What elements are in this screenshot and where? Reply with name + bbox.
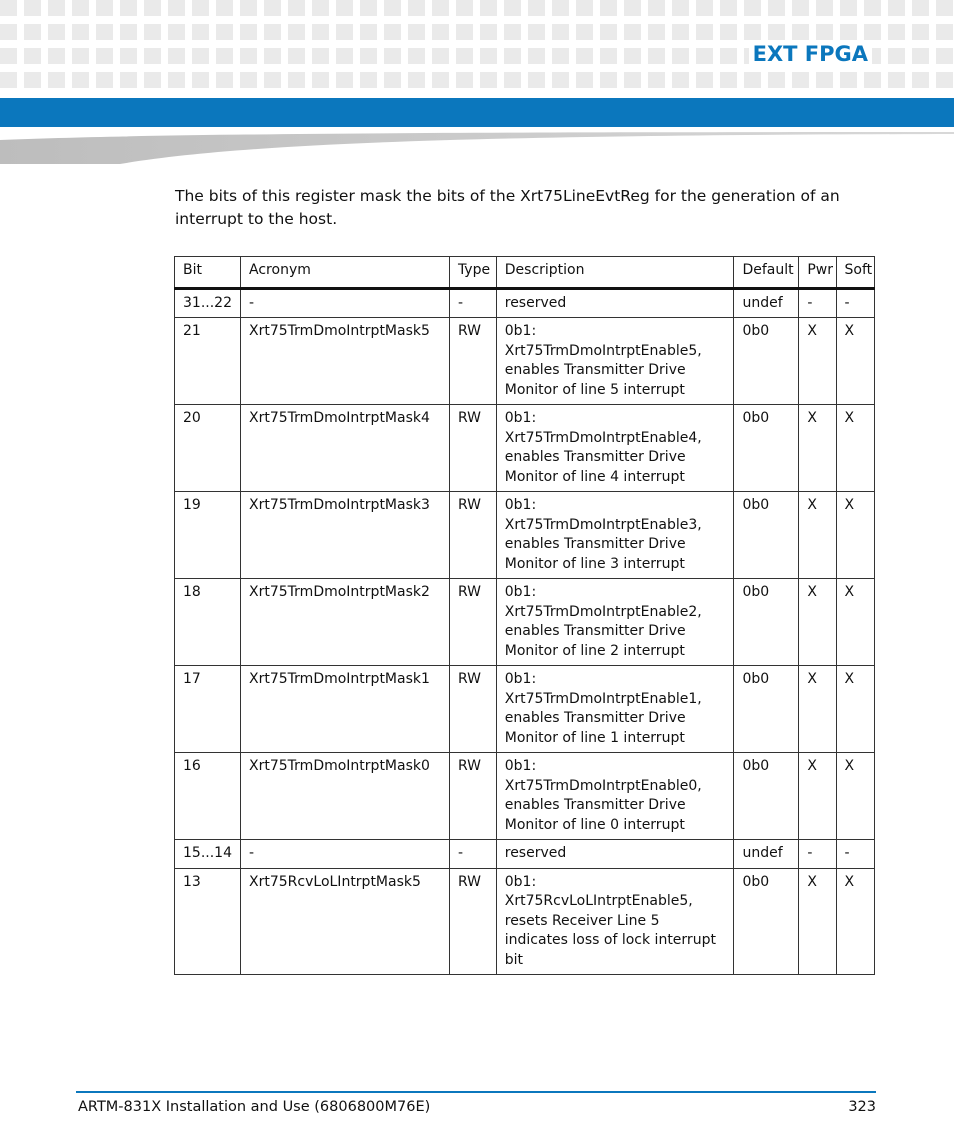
cell-pwr: X (799, 666, 836, 753)
column-header-type: Type (449, 257, 496, 289)
cell-bit: 16 (175, 753, 241, 840)
cell-default: 0b0 (734, 753, 799, 840)
cell-pwr: X (799, 868, 836, 975)
cell-type: RW (449, 868, 496, 975)
footer-page-number: 323 (848, 1099, 876, 1115)
table-row (175, 666, 875, 753)
column-header-soft: Soft (836, 257, 874, 289)
cell-soft: - (836, 288, 874, 318)
table-header-row (175, 257, 875, 289)
cell-acronym: Xrt75TrmDmoIntrptMask0 (241, 753, 450, 840)
cell-type: RW (449, 579, 496, 666)
cell-pwr: X (799, 405, 836, 492)
cell-pwr: X (799, 318, 836, 405)
cell-bit: 15...14 (175, 840, 241, 869)
table-row (175, 318, 875, 405)
column-header-pwr: Pwr (799, 257, 836, 289)
cell-soft: X (836, 666, 874, 753)
cell-description: reserved (496, 288, 734, 318)
section-title: EXT FPGA (749, 42, 872, 66)
cell-acronym: - (241, 840, 450, 869)
column-header-acronym: Acronym (241, 257, 450, 289)
cell-bit: 17 (175, 666, 241, 753)
cell-description: 0b1: Xrt75TrmDmoIntrptEnable4, enables Transmitter Drive Monitor of line 4 interrupt (496, 405, 734, 492)
cell-description: reserved (496, 840, 734, 869)
intro-paragraph: The bits of this register mask the bits of the Xrt75LineEvtReg for the generation of an interrupt to the host. (175, 187, 840, 228)
cell-type: RW (449, 405, 496, 492)
cell-type: RW (449, 666, 496, 753)
cell-type: RW (449, 753, 496, 840)
cell-soft: X (836, 405, 874, 492)
cell-default: 0b0 (734, 579, 799, 666)
cell-default: 0b0 (734, 868, 799, 975)
cell-bit: 18 (175, 579, 241, 666)
cell-acronym: Xrt75TrmDmoIntrptMask1 (241, 666, 450, 753)
cell-acronym: Xrt75TrmDmoIntrptMask2 (241, 579, 450, 666)
column-header-description: Description (496, 257, 734, 289)
cell-acronym: - (241, 288, 450, 318)
cell-soft: X (836, 579, 874, 666)
table-row (175, 492, 875, 579)
footer-rule (76, 1091, 876, 1093)
cell-description: 0b1: Xrt75TrmDmoIntrptEnable2, enables Transmitter Drive Monitor of line 2 interrupt (496, 579, 734, 666)
cell-description: 0b1: Xrt75TrmDmoIntrptEnable0, enables Transmitter Drive Monitor of line 0 interrupt (496, 753, 734, 840)
footer-doc-title: ARTM-831X Installation and Use (6806800M76E) (78, 1099, 431, 1115)
cell-soft: - (836, 840, 874, 869)
table-row (175, 840, 875, 869)
cell-default: 0b0 (734, 318, 799, 405)
column-header-default: Default (734, 257, 799, 289)
cell-acronym: Xrt75TrmDmoIntrptMask4 (241, 405, 450, 492)
table-row (175, 753, 875, 840)
column-header-bit: Bit (175, 257, 241, 289)
table-row (175, 868, 875, 975)
cell-default: 0b0 (734, 666, 799, 753)
cell-bit: 20 (175, 405, 241, 492)
register-table (174, 256, 875, 975)
cell-bit: 21 (175, 318, 241, 405)
cell-acronym: Xrt75RcvLoLIntrptMask5 (241, 868, 450, 975)
cell-description: 0b1: Xrt75TrmDmoIntrptEnable3, enables Transmitter Drive Monitor of line 3 interrupt (496, 492, 734, 579)
cell-description: 0b1: Xrt75RcvLoLIntrptEnable5, resets Receiver Line 5 indicates loss of lock interrupt bit (496, 868, 734, 975)
cell-soft: X (836, 492, 874, 579)
cell-pwr: X (799, 753, 836, 840)
cell-description: 0b1: Xrt75TrmDmoIntrptEnable1, enables Transmitter Drive Monitor of line 1 interrupt (496, 666, 734, 753)
cell-soft: X (836, 753, 874, 840)
cell-soft: X (836, 868, 874, 975)
cell-type: - (449, 288, 496, 318)
cell-bit: 19 (175, 492, 241, 579)
table-row (175, 405, 875, 492)
cell-pwr: - (799, 840, 836, 869)
cell-type: - (449, 840, 496, 869)
table-row (175, 288, 875, 318)
cell-pwr: - (799, 288, 836, 318)
cell-default: undef (734, 288, 799, 318)
cell-acronym: Xrt75TrmDmoIntrptMask3 (241, 492, 450, 579)
cell-description: 0b1: Xrt75TrmDmoIntrptEnable5, enables Transmitter Drive Monitor of line 5 interrupt (496, 318, 734, 405)
cell-default: 0b0 (734, 405, 799, 492)
cell-soft: X (836, 318, 874, 405)
table-row (175, 579, 875, 666)
cell-bit: 13 (175, 868, 241, 975)
cell-default: undef (734, 840, 799, 869)
cell-bit: 31...22 (175, 288, 241, 318)
cell-acronym: Xrt75TrmDmoIntrptMask5 (241, 318, 450, 405)
cell-pwr: X (799, 492, 836, 579)
cell-type: RW (449, 492, 496, 579)
header-blue-bar (0, 98, 954, 127)
cell-pwr: X (799, 579, 836, 666)
cell-type: RW (449, 318, 496, 405)
cell-default: 0b0 (734, 492, 799, 579)
header-gray-swoosh (0, 132, 954, 164)
